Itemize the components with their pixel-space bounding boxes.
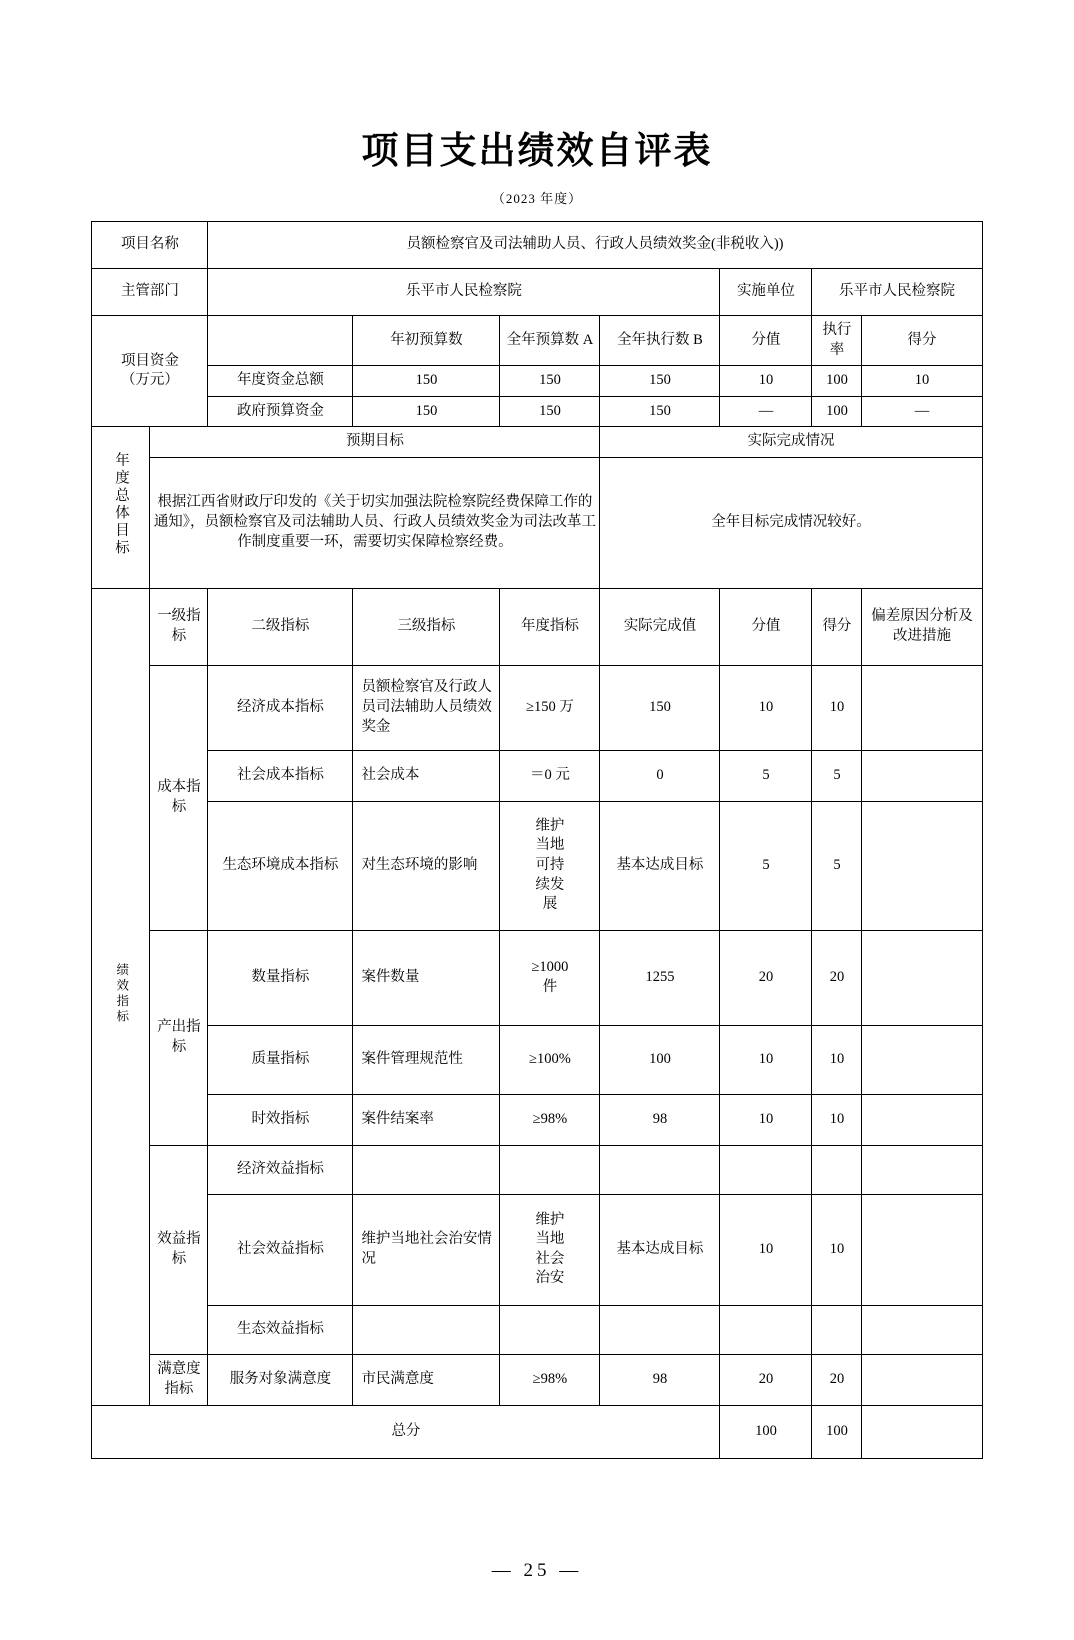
indicator-deviation	[862, 801, 982, 930]
col-year-exec: 全年执行数 B	[600, 316, 720, 366]
indicator-score: 5	[812, 750, 862, 801]
indicator-level3: 案件数量	[353, 930, 500, 1025]
indicator-score: 5	[812, 801, 862, 930]
page-title: 项目支出绩效自评表	[361, 131, 713, 172]
indicator-deviation	[862, 1354, 982, 1405]
table-row-indicator	[92, 1305, 982, 1354]
indicator-level3: 案件管理规范性	[353, 1025, 500, 1094]
col-score: 得分	[812, 588, 862, 665]
funds-row-rate: 100	[812, 366, 862, 397]
indicator-score: 10	[812, 665, 862, 750]
indicator-score	[812, 1305, 862, 1354]
funds-row-name: 年度资金总额	[208, 366, 353, 397]
funds-row-begin: 150	[353, 366, 500, 397]
funds-label-line1: 项目资金	[120, 352, 179, 369]
col-level3: 三级指标	[353, 588, 500, 665]
table-row-indicator	[92, 1194, 982, 1305]
indicator-target	[500, 1305, 600, 1354]
table-row-annual-goal-header	[92, 427, 982, 458]
funds-row-value: 10	[720, 366, 812, 397]
indicator-level1: 效益指标	[150, 1145, 208, 1354]
indicator-target: ≥100%	[500, 1025, 600, 1094]
indicator-value: 10	[720, 1025, 812, 1094]
funds-row-begin: 150	[353, 396, 500, 427]
indicator-deviation	[862, 1094, 982, 1145]
indicator-level2: 质量指标	[208, 1025, 353, 1094]
col-score-value: 分值	[720, 588, 812, 665]
indicator-level1: 成本指标	[150, 665, 208, 930]
table-row-project-name	[92, 222, 982, 269]
indicator-level2: 服务对象满意度	[208, 1354, 353, 1405]
indicator-target: ≥98%	[500, 1094, 600, 1145]
indicators-side-label	[92, 588, 150, 1405]
funds-row-score: 10	[862, 366, 982, 397]
indicator-target: 维护当地可持续发展	[500, 801, 600, 930]
indicator-target: ＝0 元	[500, 750, 600, 801]
indicator-level1: 满意度指标	[150, 1354, 208, 1405]
indicator-level2: 生态效益指标	[208, 1305, 353, 1354]
indicator-level2: 生态环境成本指标	[208, 801, 353, 930]
indicator-value: 5	[720, 750, 812, 801]
indicator-value	[720, 1305, 812, 1354]
table-row-funds-header	[92, 316, 982, 366]
project-name-value: 员额检察官及司法辅助人员、行政人员绩效奖金(非税收入))	[208, 222, 982, 269]
col-actual-value: 实际完成值	[600, 588, 720, 665]
indicator-level1: 产出指标	[150, 930, 208, 1145]
col-deviation: 偏差原因分析及改进措施	[862, 588, 982, 665]
table-row-annual-goal-body	[92, 457, 982, 588]
col-level2: 二级指标	[208, 588, 353, 665]
col-begin-budget: 年初预算数	[353, 316, 500, 366]
indicator-level3: 案件结案率	[353, 1094, 500, 1145]
indicator-score: 20	[812, 1354, 862, 1405]
indicator-deviation	[862, 750, 982, 801]
performance-self-evaluation-table	[91, 221, 982, 1459]
funds-row-rate: 100	[812, 396, 862, 427]
funds-row-budget: 150	[500, 396, 600, 427]
indicator-target: ≥1000 件	[500, 930, 600, 1025]
indicator-deviation	[862, 1305, 982, 1354]
table-row-indicator	[92, 1025, 982, 1094]
funds-row-name: 政府预算资金	[208, 396, 353, 427]
indicator-value	[720, 1145, 812, 1194]
indicator-actual: 1255	[600, 930, 720, 1025]
indicator-target: 维护当地社会治安	[500, 1194, 600, 1305]
indicator-actual: 98	[600, 1354, 720, 1405]
table-row-indicator	[92, 665, 982, 750]
indicator-deviation	[862, 930, 982, 1025]
table-row-indicator	[92, 801, 982, 930]
table-row-departments	[92, 269, 982, 316]
table-row-funds-gov	[92, 396, 982, 427]
dept-label: 主管部门	[92, 269, 208, 316]
indicator-actual: 98	[600, 1094, 720, 1145]
indicator-level2: 社会成本指标	[208, 750, 353, 801]
indicator-level2: 社会效益指标	[208, 1194, 353, 1305]
funds-row-score: —	[862, 396, 982, 427]
total-label: 总分	[92, 1405, 720, 1458]
indicator-level2: 经济效益指标	[208, 1145, 353, 1194]
funds-label	[92, 316, 208, 427]
indicator-actual	[600, 1305, 720, 1354]
indicator-score: 10	[812, 1094, 862, 1145]
indicator-deviation	[862, 1145, 982, 1194]
expected-goal-text: 根据江西省财政厅印发的《关于切实加强法院检察院经费保障工作的通知》，员额检察官及司法辅助人员、行政人员绩效奖金为司法改革工作制度重要一环，需要切实保障检察经费。	[150, 457, 600, 588]
indicator-target	[500, 1145, 600, 1194]
total-score: 100	[812, 1405, 862, 1458]
col-year-budget: 全年预算数 A	[500, 316, 600, 366]
col-score: 得分	[862, 316, 982, 366]
indicator-deviation	[862, 1194, 982, 1305]
indicator-level3: 市民满意度	[353, 1354, 500, 1405]
project-name-label: 项目名称	[92, 222, 208, 269]
table-row-indicator	[92, 1145, 982, 1194]
col-score-value: 分值	[720, 316, 812, 366]
total-value: 100	[720, 1405, 812, 1458]
annual-goal-label	[92, 427, 150, 589]
indicator-level3: 对生态环境的影响	[353, 801, 500, 930]
unit-value: 乐平市人民检察院	[812, 269, 982, 316]
unit-label: 实施单位	[720, 269, 812, 316]
dept-value: 乐平市人民检察院	[208, 269, 720, 316]
indicator-value: 10	[720, 1194, 812, 1305]
col-annual-target: 年度指标	[500, 588, 600, 665]
page-number: — 25 —	[491, 1560, 583, 1581]
table-row-indicator	[92, 930, 982, 1025]
funds-row-value: —	[720, 396, 812, 427]
table-row-funds-total	[92, 366, 982, 397]
table-row-total	[92, 1405, 982, 1458]
total-deviation	[862, 1405, 982, 1458]
page-subtitle: （2023 年度）	[491, 191, 583, 206]
indicator-level3: 维护当地社会治安情况	[353, 1194, 500, 1305]
expected-goal-header: 预期目标	[150, 427, 600, 458]
funds-row-exec: 150	[600, 396, 720, 427]
indicator-level3	[353, 1305, 500, 1354]
indicator-score: 20	[812, 930, 862, 1025]
table-row-indicator	[92, 1094, 982, 1145]
table-row-indicator	[92, 750, 982, 801]
indicator-score: 10	[812, 1194, 862, 1305]
indicator-score: 10	[812, 1025, 862, 1094]
indicator-level3: 社会成本	[353, 750, 500, 801]
indicator-actual	[600, 1145, 720, 1194]
indicator-level2: 时效指标	[208, 1094, 353, 1145]
indicator-score	[812, 1145, 862, 1194]
indicator-deviation	[862, 1025, 982, 1094]
indicator-actual: 0	[600, 750, 720, 801]
indicator-target: ≥98%	[500, 1354, 600, 1405]
annual-goal-label-text: 年度总体目标	[113, 451, 129, 557]
indicator-actual: 150	[600, 665, 720, 750]
actual-result-text: 全年目标完成情况较好。	[600, 457, 982, 588]
indicator-value: 10	[720, 1094, 812, 1145]
indicator-value: 5	[720, 801, 812, 930]
indicator-actual: 基本达成目标	[600, 1194, 720, 1305]
indicator-level3	[353, 1145, 500, 1194]
document-page	[0, 120, 1074, 1640]
indicators-side-label-text: 绩效指标	[114, 962, 129, 1025]
indicator-target: ≥150 万	[500, 665, 600, 750]
funds-row-budget: 150	[500, 366, 600, 397]
funds-row-exec: 150	[600, 366, 720, 397]
indicator-level3: 员额检察官及行政人员司法辅助人员绩效奖金	[353, 665, 500, 750]
table-row-indicator	[92, 1354, 982, 1405]
indicator-level2: 经济成本指标	[208, 665, 353, 750]
col-level1: 一级指标	[150, 588, 208, 665]
indicator-value: 20	[720, 930, 812, 1025]
indicator-actual: 100	[600, 1025, 720, 1094]
col-exec-rate: 执行率	[812, 316, 862, 366]
indicator-deviation	[862, 665, 982, 750]
funds-blank-cell	[208, 316, 353, 366]
indicator-actual: 基本达成目标	[600, 801, 720, 930]
funds-label-line2: （万元）	[120, 372, 179, 389]
indicator-level2: 数量指标	[208, 930, 353, 1025]
table-row-indicator-header	[92, 588, 982, 665]
indicator-value: 20	[720, 1354, 812, 1405]
actual-result-header: 实际完成情况	[600, 427, 982, 458]
indicator-value: 10	[720, 665, 812, 750]
